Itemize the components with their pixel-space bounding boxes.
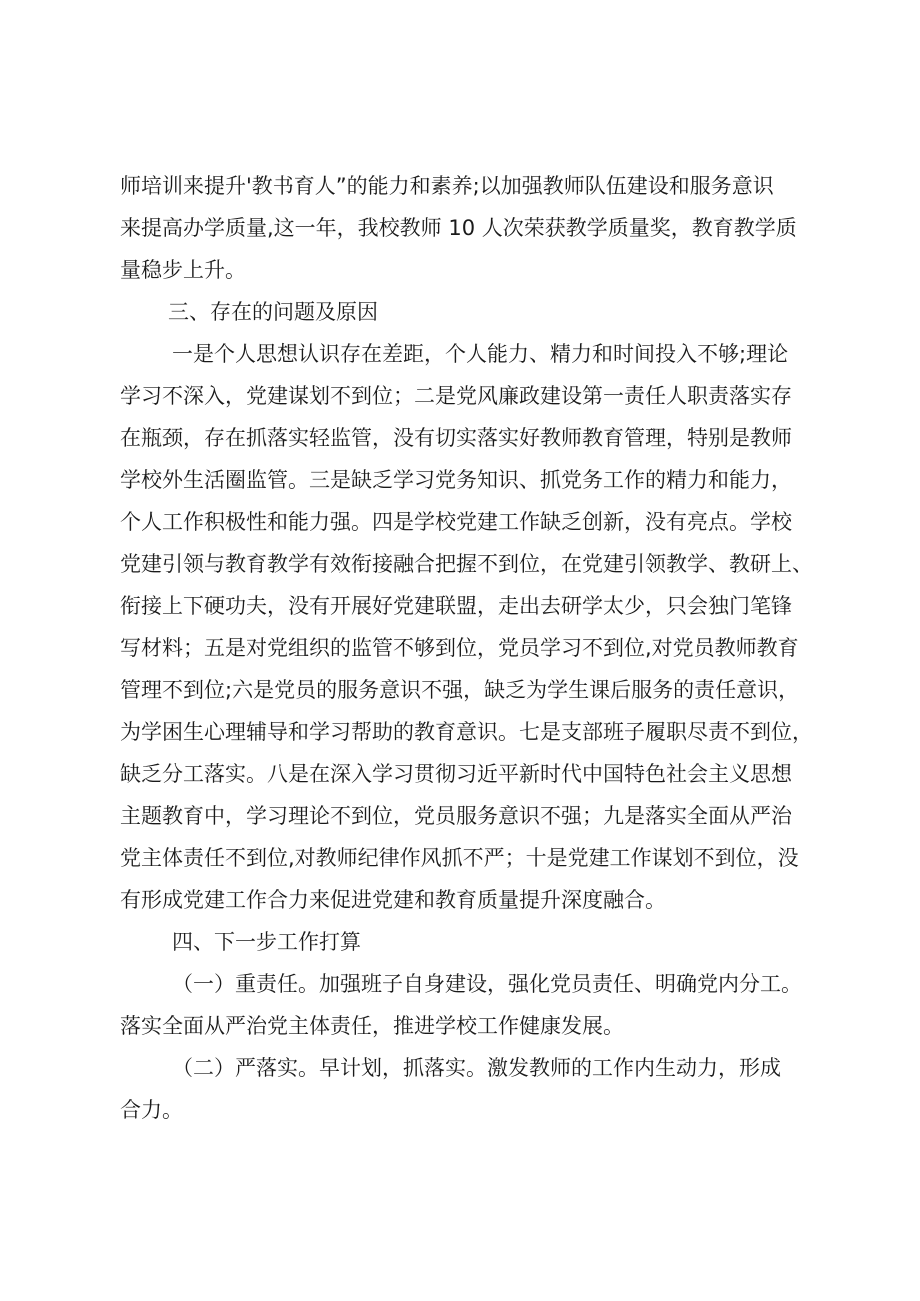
paragraph-1 [120, 168, 832, 288]
section-heading-4: 四、下一步工作打算 [172, 930, 361, 954]
text-line: 学习不深入，党建谋划不到位；二是党风廉政建设第一责任人职责落实存 [120, 384, 792, 408]
paragraph-4 [120, 1050, 832, 1128]
text-line: （一）重责任。加强班子自身建设，强化党员责任、明确党内分工。 [172, 972, 802, 996]
text-line: 党主体责任不到位,对教师纪律作风抓不严；十是党建工作谋划不到位，没 [120, 846, 799, 870]
paragraph-2 [120, 336, 832, 918]
text-line: 落实全面从严治党主体责任，推进学校工作健康发展。 [120, 1014, 624, 1038]
text-line: 个人工作积极性和能力强。四是学校党建工作缺乏创新，没有亮点。学校 [120, 510, 792, 534]
text-line: 写材料；五是对党组织的监管不够到位，党员学习不到位,对党员教师教育 [120, 636, 799, 660]
text-line: 主题教育中，学习理论不到位，党员服务意识不强；九是落实全面从严治 [120, 804, 792, 828]
text-line: 有形成党建工作合力来促进党建和教育质量提升深度融合。 [120, 888, 666, 912]
text-line: 一是个人思想认识存在差距，个人能力、精力和时间投入不够;理论 [172, 342, 789, 366]
text-line: 缺乏分工落实。八是在深入学习贯彻习近平新时代中国特色社会主义思想 [120, 762, 792, 786]
text-line: 量稳步上升。 [120, 258, 246, 282]
paragraph-3 [120, 966, 832, 1044]
text-line: 管理不到位;六是党员的服务意识不强，缺乏为学生课后服务的责任意识， [120, 678, 800, 702]
text-line: 为学困生心理辅导和学习帮助的教育意识。七是支部班子履职尽责不到位， [120, 720, 813, 744]
text-line: 在瓶颈，存在抓落实轻监管，没有切实落实好教师教育管理，特别是教师 [120, 426, 792, 450]
text-line: （二）严落实。早计划，抓落实。激发教师的工作内生动力，形成 [172, 1056, 781, 1080]
text-line: 衔接上下硬功夫，没有开展好党建联盟，走出去研学太少，只会独门笔锋 [120, 594, 792, 618]
text-line: 合力。 [120, 1098, 183, 1122]
section-heading-3: 三、存在的问题及原因 [168, 300, 378, 324]
document-body [120, 168, 832, 1128]
text-line: 师培训来提升'教书育人”的能力和素养;以加强教师队伍建设和服务意识 [120, 174, 774, 198]
text-line: 来提高办学质量,这一年，我校教师 10 人次荣获教学质量奖，教育教学质 [120, 216, 797, 240]
text-line: 学校外生活圈监管。三是缺乏学习党务知识、抓党务工作的精力和能力， [120, 468, 792, 492]
text-line: 党建引领与教育教学有效衔接融合把握不到位，在党建引领教学、教研上、 [120, 552, 813, 576]
